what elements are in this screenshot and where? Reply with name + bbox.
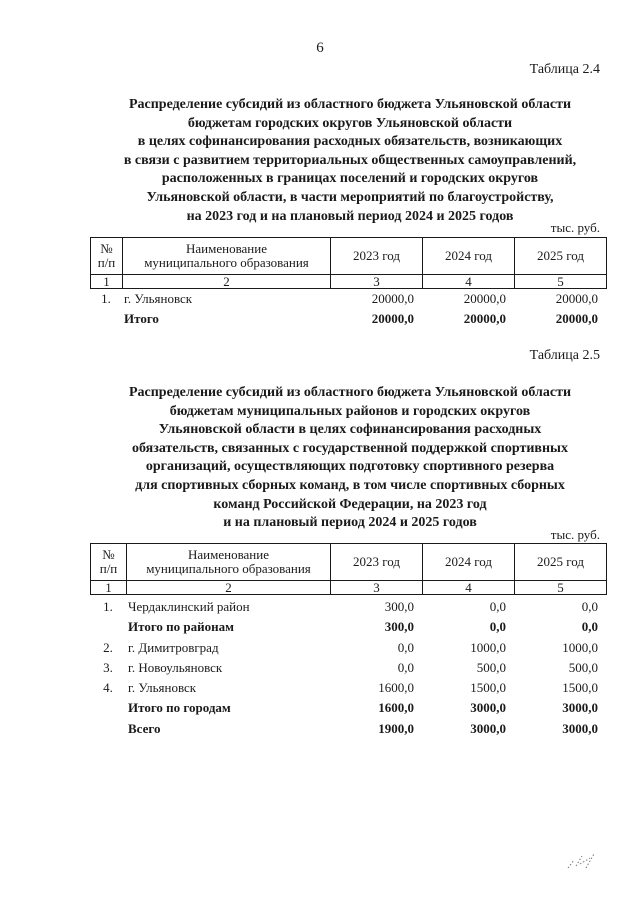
row-number xyxy=(90,312,122,332)
header-no-line1: № xyxy=(100,241,113,256)
title-line: обязательств, связанных с государственной поддержкой спортивных xyxy=(132,440,568,456)
header-2025: 2025 год xyxy=(515,238,607,275)
row-name: Итого по районам xyxy=(128,619,234,635)
row-number: 2. xyxy=(103,639,113,655)
row-name: г. Ульяновск xyxy=(124,291,193,306)
column-index: 5 xyxy=(515,581,607,595)
header-2025: 2025 год xyxy=(515,544,607,581)
column-index: 2 xyxy=(127,581,331,595)
row-name: г. Новоульяновск xyxy=(128,659,223,675)
value-2023: 1600,0 xyxy=(378,700,414,716)
table-row-subtotal xyxy=(90,620,606,640)
column-index: 1 xyxy=(91,581,127,595)
header-name xyxy=(127,544,331,581)
column-index: 1 xyxy=(91,275,123,289)
value-2024: 1000,0 xyxy=(470,639,506,655)
row-name: Всего xyxy=(128,720,161,736)
header-name-line1: Наименование xyxy=(186,241,267,256)
row-number xyxy=(90,620,126,640)
header-2024: 2024 год xyxy=(423,544,515,581)
row-number: 1. xyxy=(103,599,113,614)
table-body xyxy=(90,292,606,333)
table-body xyxy=(90,600,606,742)
value-2025: 500,0 xyxy=(568,659,598,675)
header-no-line2: п/п xyxy=(97,255,116,270)
table-row-subtotal xyxy=(90,701,606,721)
row-name: г. Димитровград xyxy=(128,639,219,655)
title-line: Распределение субсидий из областного бюджета Ульяновской области xyxy=(128,97,572,112)
table-row xyxy=(90,641,606,661)
column-index: 4 xyxy=(423,275,515,289)
value-2025: 3000,0 xyxy=(562,700,598,716)
title-line: на 2023 год и на плановый период 2024 и 2025 годов xyxy=(186,208,514,224)
header-name xyxy=(123,238,331,275)
value-2025: 1000,0 xyxy=(562,639,598,655)
column-index: 3 xyxy=(331,275,423,289)
title-line: Ульяновской области в целях софинансирования расходных xyxy=(158,422,542,438)
title-line: расположенных в границах поселений и городских округов xyxy=(161,171,539,187)
header-no xyxy=(91,238,123,275)
header-no xyxy=(91,544,127,581)
table-row xyxy=(90,292,606,312)
scan-mark xyxy=(564,848,600,874)
value-2025: 0,0 xyxy=(581,619,598,635)
value-2023: 300,0 xyxy=(384,619,414,635)
value-2024: 3000,0 xyxy=(470,720,506,736)
header-name-line1: Наименование xyxy=(188,547,269,562)
table-header xyxy=(90,237,607,289)
row-number: 1. xyxy=(101,291,111,306)
column-index: 4 xyxy=(423,581,515,595)
title-line: для спортивных сборных команд, в том числе спортивных сборных xyxy=(135,477,565,493)
title-line: Распределение субсидий из областного бюджета Ульяновской области xyxy=(128,385,572,400)
header-no-line2: п/п xyxy=(99,561,118,576)
row-name: Итого по городам xyxy=(128,700,231,716)
title-line: бюджетам муниципальных районов и городских округов xyxy=(169,403,531,419)
table-label: Таблица 2.4 xyxy=(529,62,600,77)
table-row-total xyxy=(90,312,606,332)
title-line: в целях софинансирования расходных обязательств, возникающих xyxy=(137,134,563,150)
value-2024: 0,0 xyxy=(489,619,506,635)
title-line: в связи с развитием территориальных общественных самоуправлений, xyxy=(123,152,577,168)
value-2023: 0,0 xyxy=(397,659,414,675)
title-line: Ульяновской области, в части мероприятий по благоустройству, xyxy=(146,189,554,205)
unit-label: тыс. руб. xyxy=(550,527,600,542)
table-row xyxy=(90,661,606,681)
row-name: Чердаклинский район xyxy=(128,599,250,614)
value-2023: 20000,0 xyxy=(371,291,414,306)
table-label: Таблица 2.5 xyxy=(529,348,600,363)
value-2024: 500,0 xyxy=(476,659,506,675)
column-index: 5 xyxy=(515,275,607,289)
column-index: 3 xyxy=(331,581,423,595)
header-2024: 2024 год xyxy=(423,238,515,275)
value-2024: 0,0 xyxy=(489,599,506,614)
row-number: 3. xyxy=(103,659,113,675)
header-name-line2: муниципального образования xyxy=(144,255,309,270)
unit-label: тыс. руб. xyxy=(550,220,600,235)
value-2024: 1500,0 xyxy=(470,680,506,696)
value-2023: 1900,0 xyxy=(378,720,414,736)
value-2025: 0,0 xyxy=(581,599,598,614)
value-2024: 20000,0 xyxy=(463,311,506,327)
row-number xyxy=(90,722,126,742)
value-2025: 20000,0 xyxy=(555,311,598,327)
header-name-line2: муниципального образования xyxy=(146,561,311,576)
header-2023: 2023 год xyxy=(331,544,423,581)
table-row-total xyxy=(90,722,606,742)
value-2023: 1600,0 xyxy=(378,680,414,696)
row-name: г. Ульяновск xyxy=(128,680,197,696)
value-2024: 20000,0 xyxy=(463,291,506,306)
row-name: Итого xyxy=(124,311,159,327)
value-2023: 300,0 xyxy=(384,599,414,614)
column-index: 2 xyxy=(123,275,331,289)
title-line: бюджетам городских округов Ульяновской области xyxy=(187,115,513,131)
value-2024: 3000,0 xyxy=(470,700,506,716)
table-title xyxy=(70,96,630,226)
table-title xyxy=(70,384,630,533)
value-2025: 20000,0 xyxy=(555,291,598,306)
header-no-line1: № xyxy=(102,547,115,562)
title-line: и на плановый период 2024 и 2025 годов xyxy=(223,515,477,531)
table-row xyxy=(90,600,606,620)
page-number: 6 xyxy=(316,40,324,56)
row-number: 4. xyxy=(103,680,113,696)
title-line: команд Российской Федерации, на 2023 год xyxy=(213,496,487,512)
title-line: организаций, осуществляющих подготовку спортивного резерва xyxy=(145,459,555,475)
row-number xyxy=(90,701,126,721)
value-2023: 20000,0 xyxy=(371,311,414,327)
value-2025: 3000,0 xyxy=(562,720,598,736)
table-header xyxy=(90,543,607,595)
header-2023: 2023 год xyxy=(331,238,423,275)
table-row xyxy=(90,681,606,701)
value-2023: 0,0 xyxy=(397,639,414,655)
value-2025: 1500,0 xyxy=(562,680,598,696)
